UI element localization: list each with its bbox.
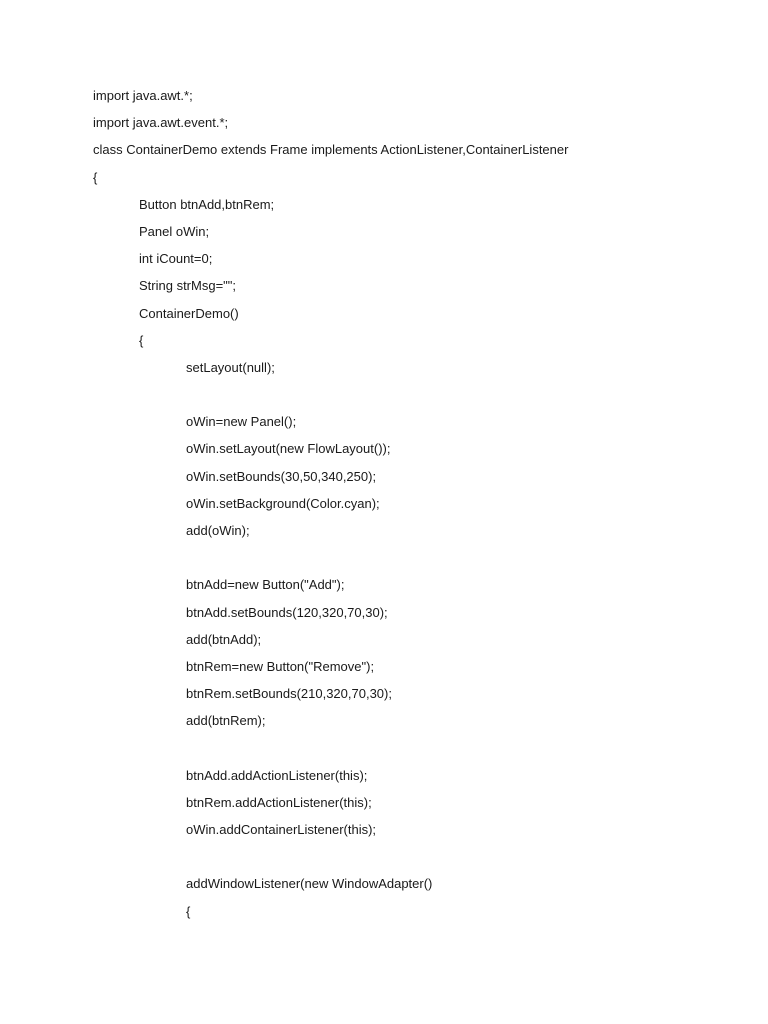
code-line: import java.awt.event.*; (93, 115, 229, 131)
code-line: btnRem=new Button("Remove"); (186, 658, 375, 674)
code-line: class ContainerDemo extends Frame implements ActionListener,ContainerListener (93, 142, 569, 158)
code-line: int iCount=0; (139, 251, 213, 267)
code-line: { (139, 332, 144, 348)
code-line: add(oWin); (186, 523, 250, 538)
code-listing (93, 86, 568, 929)
code-line: btnAdd.setBounds(120,320,70,30); (186, 604, 388, 620)
code-line: addWindowListener(new WindowAdapter() (186, 876, 433, 892)
code-line: { (186, 903, 191, 919)
blank-line (93, 548, 568, 575)
code-line: btnRem.addActionListener(this); (186, 794, 372, 810)
code-line: add(btnAdd); (186, 631, 262, 647)
code-line: ContainerDemo() (139, 305, 239, 321)
blank-line (93, 847, 568, 874)
blank-line (93, 739, 568, 766)
blank-line (93, 385, 568, 412)
code-line: btnRem.setBounds(210,320,70,30); (186, 686, 392, 702)
code-line: oWin=new Panel(); (186, 414, 297, 430)
code-line: btnAdd.addActionListener(this); (186, 767, 368, 783)
code-line: Panel oWin; (139, 223, 210, 239)
code-line: oWin.setLayout(new FlowLayout()); (186, 441, 391, 457)
code-line: oWin.addContainerListener(this); (186, 822, 377, 838)
code-line: Button btnAdd,btnRem; (139, 196, 275, 212)
code-line: oWin.setBounds(30,50,340,250); (186, 468, 377, 484)
code-line: setLayout(null); (186, 359, 275, 375)
code-line: import java.awt.*; (93, 88, 193, 103)
code-line: add(btnRem); (186, 713, 266, 729)
code-line: String strMsg=""; (139, 278, 237, 294)
code-line: btnAdd=new Button("Add"); (186, 577, 345, 593)
code-line: oWin.setBackground(Color.cyan); (186, 495, 380, 511)
code-line: { (93, 169, 98, 185)
